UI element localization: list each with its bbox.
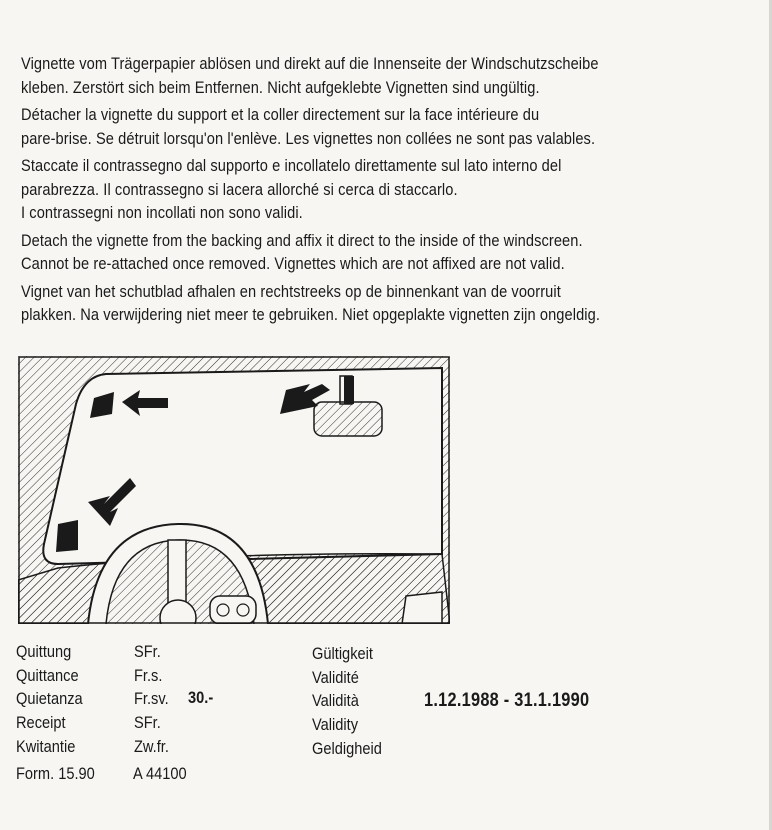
currency-label: Fr.s.	[134, 665, 163, 685]
receipt-label: Quittance	[16, 665, 79, 685]
currency-label: Fr.sv.	[134, 689, 169, 709]
vignette-position-icon	[344, 376, 354, 404]
validity-label: Validité	[312, 667, 359, 687]
instruction-fr	[21, 103, 743, 150]
amount-value: 30.-	[188, 688, 214, 707]
instruction-nl	[21, 280, 743, 327]
rear-view-mirror	[314, 402, 382, 436]
instruction-line: Cannot be re-attached once removed. Vignettes which are not affixed are not valid.	[21, 254, 565, 273]
instruction-line: Détacher la vignette du support et la coller directement sur la face intérieure du	[21, 105, 540, 124]
instruction-line: parabrezza. Il contrassegno si lacera allorché si cerca di staccarlo.	[21, 179, 458, 199]
instruction-it	[21, 154, 743, 225]
instruction-line: Staccate il contrassegno dal supporto e incollatelo direttamente sul lato interno del	[21, 156, 562, 175]
receipt-label: Kwitantie	[16, 736, 76, 756]
currency-label: SFr.	[134, 642, 161, 661]
serial-number: A 44100	[133, 764, 187, 783]
validity-period: 1.12.1988 - 31.1.1990	[424, 690, 590, 711]
receipt-block	[16, 640, 656, 800]
receipt-labels	[16, 640, 94, 759]
receipt-label: Receipt	[16, 713, 66, 733]
vignette-position-icon	[56, 520, 78, 552]
instruction-line: pare-brise. Se détruit lorsqu'on l'enlève. Les vignettes non collées ne sont pas valables.	[21, 128, 596, 148]
validity-label: Geldigheid	[312, 738, 382, 758]
instruction-line: Vignet van het schutblad afhalen en rechtstreeks op de binnenkant van de voorruit	[21, 281, 561, 301]
instruction-line: Vignette vom Trägerpapier ablösen und direkt auf die Innenseite der Windschutzscheibe	[21, 54, 599, 73]
instruction-en	[21, 229, 743, 276]
instruction-line: Detach the vignette from the backing and affix it direct to the inside of the windscreen.	[21, 230, 583, 250]
instructions	[21, 52, 741, 331]
validity-label: Validity	[312, 715, 359, 735]
receipt-label: Quietanza	[16, 689, 83, 709]
currency-label: SFr.	[134, 713, 161, 733]
instruction-line: plakken. Na verwijdering niet meer te gebruiken. Niet opgeplakte vignetten zijn ongeldig.	[21, 305, 600, 324]
currency-label: Zw.fr.	[134, 736, 169, 756]
instruction-line: I contrassegni non incollati non sono validi.	[21, 203, 303, 222]
form-number: Form. 15.90	[16, 764, 95, 783]
receipt-label: Quittung	[16, 642, 72, 661]
instruction-de	[21, 52, 743, 99]
windscreen-diagram	[18, 356, 450, 624]
validity-label: Gültigkeit	[312, 644, 373, 663]
air-vent	[402, 592, 442, 624]
validity-label: Validità	[312, 691, 359, 711]
validity-labels	[312, 642, 393, 761]
currency-labels	[134, 640, 175, 759]
instruction-line: kleben. Zerstört sich beim Entfernen. Nicht aufgeklebte Vignetten sind ungültig.	[21, 77, 540, 97]
